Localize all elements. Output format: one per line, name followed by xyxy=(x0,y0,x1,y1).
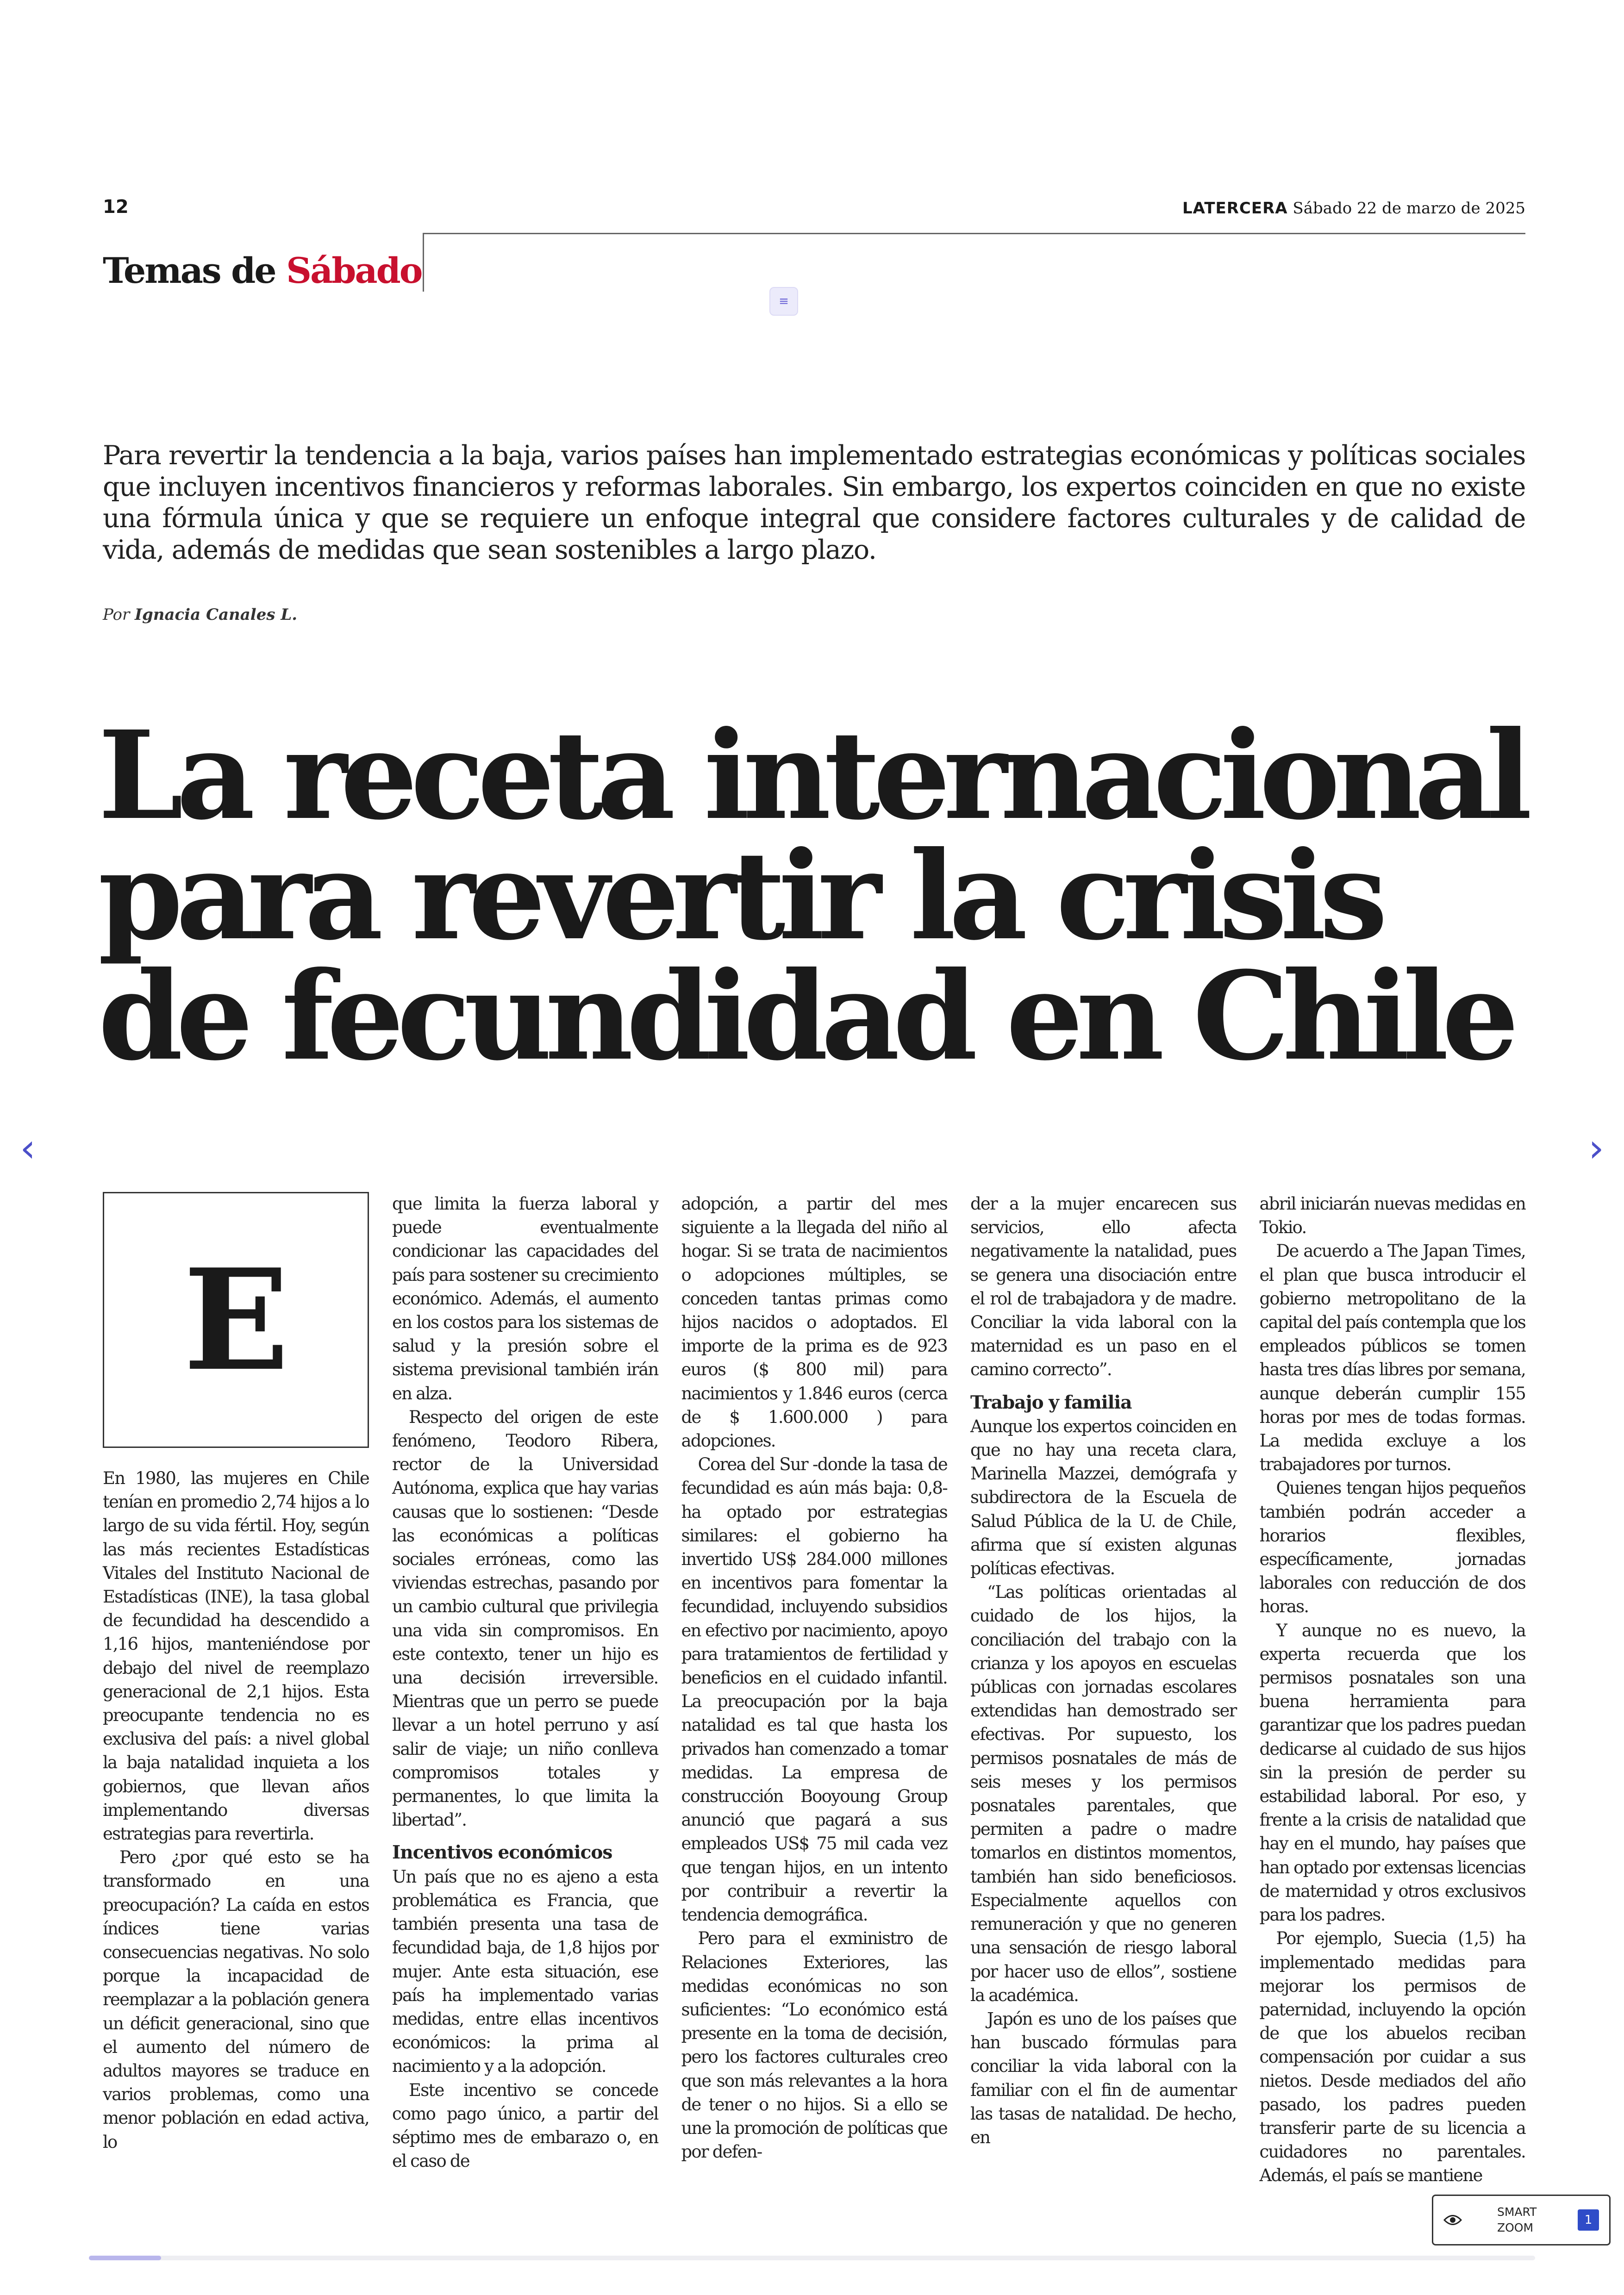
smart-zoom-button[interactable] xyxy=(1432,2195,1611,2245)
byline-author: Ignacia Canales L. xyxy=(135,605,298,624)
masthead xyxy=(1182,199,1525,218)
paragraph: Corea del Sur -donde la tasa de fecundidad es aún más baja: 0,8- ha optado por estrategias similares: el gobierno ha invertido US$ 284.000 millones en incentivos para fomentar la fecundidad, incluyendo subsidios en efectivo por nacimiento, apoyo para tratamientos de fertilidad y beneficios en el cuidado infantil. La preocupación por la baja natalidad es tal que hasta los privados han comenzado a tomar medidas. La empresa de construcción Booyoung Group anunció que pagará a sus empleados US$ 75 mil cada vez que tengan hijos, en un intento por contribuir a revertir la tendencia demográfica. xyxy=(681,1454,947,1925)
paragraph: En 1980, las mujeres en Chile tenían en promedio 2,74 hijos a lo largo de su vida fértil. Hoy, según las más recientes Estadísticas Vitales del Instituto Nacional de Estadísticas (INE), la tasa global de fecundidad ha descendido a 1,16 hijos, manteniéndose por debajo del nivel de reemplazo generacional de 2,1 hijos. Esta preocupante tendencia no es exclusiva del país: a nivel global la baja natalidad inquieta a los gobiernos, que llevan años implementando diversas estrategias para revertirla. xyxy=(103,1468,369,1844)
byline xyxy=(103,605,297,624)
paragraph: Pero ¿por qué esto se ha transformado en una preocupación? La caída en estos índices tiene varias consecuencias negativas. No solo porque la incapacidad de reemplazar a la población genera un déficit generacional, sino que el aumento del número de adultos mayores se traduce en varios problemas, como una menor población en edad activa, lo xyxy=(103,1847,369,2152)
paragraph: Respecto del origen de este fenómeno, Teodoro Ribera, rector de la Universidad Autónoma, explica que hay varias causas que lo sostienen: “Desde las económicas a políticas sociales erróneas, como las viviendas estrechas, pasando por un cambio cultural que privilegia una vida sin compromisos. En este contexto, tener un hijo es una decisión irreversible. Mientras que un perro se puede llevar a un hotel perruno y así salir de viaje; un niño conlleva compromisos totales y permanentes, lo que limita la libertad”. xyxy=(392,1407,658,1830)
page-scroll-track[interactable] xyxy=(89,2256,1535,2260)
smart-zoom-label xyxy=(1497,2204,1553,2236)
paragraph: Y aunque no es nuevo, la experta recuerda que los permisos posnatales son una buena herramienta para garantizar que los padres puedan dedicarse al cuidado de sus hijos sin la presión de perder su estabilidad laboral. Por eso, y frente a la crisis de natalidad que hay en el mundo, hay países que han optado por extensas licencias de maternidad y otros exclusivos para los padres. xyxy=(1259,1620,1525,1925)
page-number: 12 xyxy=(103,196,129,218)
paragraph: Pero para el exministro de Relaciones Exteriores, las medidas económicas no son suficientes: “Lo económico está presente en la toma de decisión, pero los factores culturales creo que son más relevantes a la hora de tener o no hijos. Si a ello se une la promoción de políticas que por defen- xyxy=(681,1928,947,2162)
article-body xyxy=(103,1192,1525,2186)
smart-zoom-line-2: ZOOM xyxy=(1497,2221,1534,2234)
paragraph: De acuerdo a The Japan Times, el plan que busca introducir el gobierno metropolitano de la capital del país contempla que los empleados públicos se tomen hasta tres días libres por semana, aunque deberán cumplir 155 horas por mes de todas formas. La medida excluye a los trabajadores por turnos. xyxy=(1259,1241,1525,1475)
paragraph: Un país que no es ajeno a esta problemática es Francia, que también presenta una tasa de fecundidad baja, de 1,8 hijos por mujer. Ante esta situación, ese país ha implementado varias medidas, entre ellas incentivos económicos: la prima al nacimiento y a la adopción. xyxy=(392,1866,658,2077)
article-column-3 xyxy=(681,1192,948,2162)
article-lede: Para revertir la tendencia a la baja, varios países han implementado estrategias económicas y políticas sociales que incluyen incentivos financieros y reformas laborales. Sin embargo, los expertos coinciden en que no existe una fórmula única y que se requiere un enfoque integral que considere factores culturales y de calidad de vida, además de medidas que sean sostenibles a largo plazo. xyxy=(103,440,1525,565)
brand-name: LATERCERA xyxy=(1182,199,1288,218)
headline-line-2: para revertir la crisis xyxy=(98,824,1381,967)
headline-line-1: La receta internacional xyxy=(98,704,1525,847)
issue-date: Sábado 22 de marzo de 2025 xyxy=(1293,199,1525,218)
header-vertical-rule xyxy=(423,233,424,292)
article-column-5 xyxy=(1259,1192,1526,2186)
paragraph: que limita la fuerza laboral y puede eventualmente condicionar las capacidades del país para sostener su crecimiento económico. Además, el aumento en los costos para los sistemas de salud y la presión sobre el sistema previsional también irán en alza. xyxy=(392,1194,658,1403)
note-icon[interactable]: ≡ xyxy=(769,287,798,316)
eye-icon xyxy=(1443,2210,1471,2230)
prev-page-chevron-icon[interactable]: ‹ xyxy=(20,1125,36,1171)
paragraph: der a la mujer encarecen sus servicios, ello afecta negativamente la natalidad, pues se genera una disociación entre el rol de trabajadora y de madre. Conciliar la vida laboral con la maternidad es un paso en el camino correcto”. xyxy=(970,1194,1237,1380)
dropcap-letter: E xyxy=(183,1238,288,1402)
dropcap-box xyxy=(103,1192,369,1448)
page-counter-badge: 1 xyxy=(1578,2209,1599,2231)
page-scroll-fill xyxy=(89,2256,161,2260)
section-title xyxy=(103,250,421,291)
paragraph: Por ejemplo, Suecia (1,5) ha implementado medidas para mejorar los permisos de paternidad, incluyendo la opción de que los abuelos reciban compensación por cuidar a sus nietos. Desde mediados del año pasado, los padres pueden transferir parte de su licencia a cuidadores no parentales. Además, el país se mantiene xyxy=(1259,1928,1525,2186)
paragraph: “Las políticas orientadas al cuidado de los hijos, la conciliación del trabajo con la crianza y los apoyos en escuelas públicas con jornadas escolares extendidas han demostrado ser efectivas. Por supuesto, los permisos posnatales de más de seis meses y los permisos posnatales parentales, que permiten a padre o madre tomarlos en distintos momentos, también han sido beneficiosos. Especialmente aquellos con remuneración y que no generen una sensación de riesgo laboral por hacer uso de ellos”, sostiene la académica. xyxy=(970,1582,1237,2005)
article-headline xyxy=(98,704,1525,1087)
article-column-1 xyxy=(103,1192,369,2152)
paragraph: Aunque los expertos coinciden en que no hay una receta clara, Marinella Mazzei, demógrafa y subdirectora de la Escuela de Salud Pública de la U. de Chile, afirma que sí existen algunas políticas efectivas. xyxy=(970,1416,1237,1579)
section-accent: Sábado xyxy=(286,250,422,291)
byline-prefix: Por xyxy=(103,605,130,624)
header-rule xyxy=(423,233,1525,234)
paragraph: Quienes tengan hijos pequeños también podrán acceder a horarios flexibles, específicamente, jornadas laborales con reducción de dos horas. xyxy=(1259,1478,1525,1617)
next-page-chevron-icon[interactable]: › xyxy=(1588,1125,1604,1171)
smart-zoom-line-1: SMART xyxy=(1497,2205,1537,2219)
paragraph: Japón es uno de los países que han buscado fórmulas para conciliar la vida laboral con la familiar con el fin de aumentar las tasas de natalidad. De hecho, en xyxy=(970,2008,1237,2147)
article-column-2 xyxy=(392,1192,658,2171)
paragraph: Este incentivo se concede como pago único, a partir del séptimo mes de embarazo o, en el caso de xyxy=(392,2080,658,2171)
article-column-4 xyxy=(970,1192,1237,2147)
paragraph: abril iniciarán nuevas medidas en Tokio. xyxy=(1259,1194,1525,1238)
paragraph: adopción, a partir del mes siguiente a la llegada del niño al hogar. Si se trata de nacimientos o adopciones múltiples, se conceden tantas primas como hijos nacidos o adoptados. El importe de la prima es de 923 euros ($ 800 mil) para nacimientos y 1.846 euros (cerca de $ 1.600.000 ) para adopciones. xyxy=(681,1194,947,1451)
subhead-incentivos: Incentivos económicos xyxy=(392,1842,612,1864)
subhead-trabajo: Trabajo y familia xyxy=(970,1391,1132,1413)
section-prefix: Temas de xyxy=(103,250,275,291)
headline-line-3: de fecundidad en Chile xyxy=(98,945,1512,1087)
